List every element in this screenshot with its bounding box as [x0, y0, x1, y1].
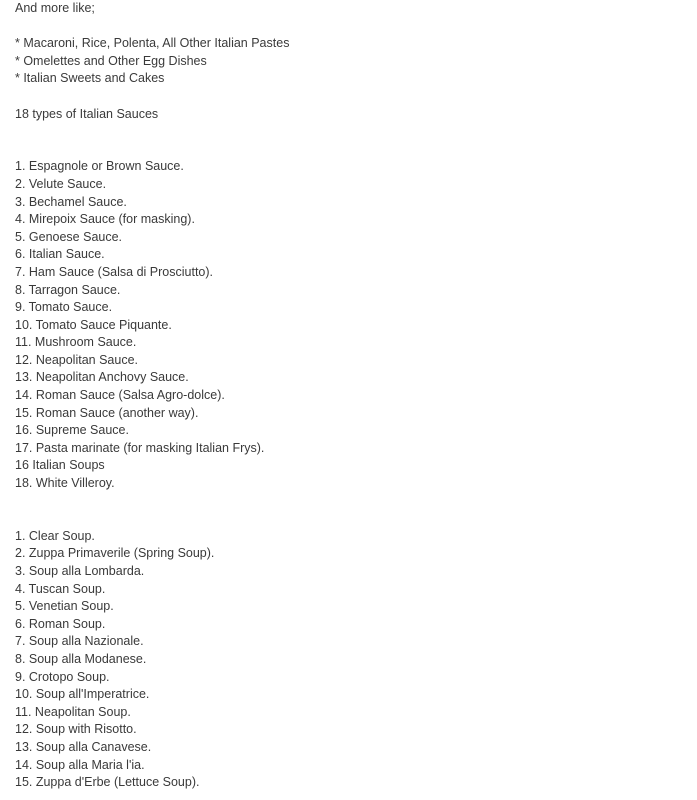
- list-item: 11. Neapolitan Soup.: [15, 704, 131, 719]
- list-item: 4. Tuscan Soup.: [15, 581, 106, 596]
- list-item: 12. Soup with Risotto.: [15, 722, 137, 737]
- list-item: 15. Roman Sauce (another way).: [15, 405, 199, 420]
- list-item: 10. Tomato Sauce Piquante.: [15, 317, 172, 332]
- list-item: 10. Soup all'Imperatrice.: [15, 687, 150, 702]
- list-item: 6. Roman Soup.: [15, 616, 106, 631]
- list-item: 1. Espagnole or Brown Sauce.: [15, 159, 184, 174]
- intro-bullet: * Omelettes and Other Egg Dishes: [15, 53, 207, 68]
- list-item: 17. Pasta marinate (for masking Italian Frys).: [15, 440, 265, 455]
- list-item: 2. Velute Sauce.: [15, 176, 107, 191]
- intro-lead: And more like;: [15, 1, 95, 15]
- sauces-list: [15, 158, 685, 492]
- intro-bullet: * Italian Sweets and Cakes: [15, 71, 165, 86]
- list-item: 6. Italian Sauce.: [15, 247, 105, 262]
- spacer: [15, 493, 685, 528]
- list-item: 13. Soup alla Canavese.: [15, 739, 152, 754]
- soups-heading: 16 Italian Soups: [15, 458, 105, 473]
- list-item: 12. Neapolitan Sauce.: [15, 352, 139, 367]
- list-item: 3. Bechamel Sauce.: [15, 194, 127, 209]
- list-item: 1. Clear Soup.: [15, 528, 95, 543]
- list-item: 11. Mushroom Sauce.: [15, 335, 137, 350]
- sauces-heading: 18 types of Italian Sauces: [15, 106, 159, 121]
- list-item: 14. Roman Sauce (Salsa Agro-dolce).: [15, 388, 225, 403]
- list-item: 18. White Villeroy.: [15, 476, 115, 491]
- intro-bullet-list: [15, 35, 685, 88]
- list-item: 9. Tomato Sauce.: [15, 300, 113, 315]
- spacer: [15, 123, 685, 158]
- intro-bullet: * Macaroni, Rice, Polenta, All Other Italian Pastes: [15, 36, 290, 51]
- list-item: 7. Ham Sauce (Salsa di Prosciutto).: [15, 264, 213, 279]
- list-item: 13. Neapolitan Anchovy Sauce.: [15, 370, 189, 385]
- list-item: 5. Venetian Soup.: [15, 599, 114, 614]
- list-item: 16. Supreme Sauce.: [15, 423, 129, 438]
- spacer: [15, 88, 685, 106]
- list-item: 7. Soup alla Nazionale.: [15, 634, 144, 649]
- article-body: [15, 0, 685, 792]
- list-item: 3. Soup alla Lombarda.: [15, 564, 145, 578]
- soups-list: [15, 528, 685, 792]
- list-item: 8. Soup alla Modanese.: [15, 651, 147, 666]
- list-item: 5. Genoese Sauce.: [15, 229, 123, 244]
- list-item: 4. Mirepoix Sauce (for masking).: [15, 212, 195, 227]
- list-item: 2. Zuppa Primaverile (Spring Soup).: [15, 546, 215, 561]
- list-item: 8. Tarragon Sauce.: [15, 282, 121, 297]
- list-item: 9. Crotopo Soup.: [15, 669, 110, 684]
- list-item: 14. Soup alla Maria l'ia.: [15, 757, 145, 772]
- spacer: [15, 18, 685, 36]
- list-item: 15. Zuppa d'Erbe (Lettuce Soup).: [15, 775, 200, 790]
